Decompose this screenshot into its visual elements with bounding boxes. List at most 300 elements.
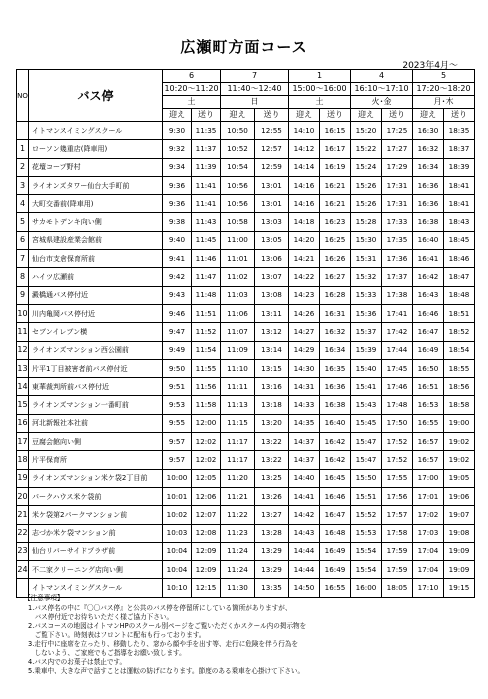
stop-name: 豆腐会館向い側 (29, 433, 163, 451)
time-cell: 11:03 (221, 286, 255, 304)
course-day: 土 (289, 96, 351, 109)
stop-number: 11 (17, 323, 29, 341)
time-cell: 14:40 (289, 469, 320, 487)
time-cell: 18:58 (444, 396, 475, 414)
stop-name: 片平保育所 (29, 451, 163, 469)
time-cell: 18:47 (444, 268, 475, 286)
time-cell: 17:55 (382, 469, 413, 487)
stop-number: 14 (17, 378, 29, 396)
time-cell: 16:48 (320, 524, 351, 542)
time-cell: 17:59 (382, 561, 413, 579)
time-cell: 14:16 (289, 195, 320, 213)
time-cell: 13:25 (255, 469, 289, 487)
time-cell: 17:52 (382, 451, 413, 469)
time-cell: 9:32 (163, 140, 192, 158)
time-cell: 16:36 (320, 378, 351, 396)
course-number: 1 (289, 70, 351, 83)
time-cell: 9:55 (163, 414, 192, 432)
table-row (17, 268, 475, 286)
time-cell: 11:21 (221, 487, 255, 505)
time-cell: 14:37 (289, 451, 320, 469)
time-cell: 11:06 (221, 304, 255, 322)
time-cell: 15:47 (351, 451, 382, 469)
time-cell: 16:55 (413, 414, 444, 432)
dropoff-header: 送り (192, 109, 221, 122)
stop-number: 15 (17, 396, 29, 414)
time-cell: 13:11 (255, 304, 289, 322)
time-cell: 19:09 (444, 561, 475, 579)
time-cell: 9:34 (163, 158, 192, 176)
time-cell: 16:40 (413, 231, 444, 249)
time-cell: 15:24 (351, 158, 382, 176)
time-cell: 17:01 (413, 487, 444, 505)
time-cell: 9:41 (163, 250, 192, 268)
time-cell: 16:36 (413, 176, 444, 194)
stop-number: 18 (17, 451, 29, 469)
time-cell: 10:50 (221, 122, 255, 140)
time-cell: 12:55 (255, 122, 289, 140)
time-cell: 14:29 (289, 341, 320, 359)
time-cell: 15:30 (351, 231, 382, 249)
stop-number: 19 (17, 469, 29, 487)
time-cell: 17:29 (382, 158, 413, 176)
time-cell: 11:37 (192, 140, 221, 158)
time-cell: 17:31 (382, 176, 413, 194)
table-row (17, 323, 475, 341)
time-cell: 14:43 (289, 524, 320, 542)
bus-stop-header: バス停 (29, 70, 163, 122)
time-cell: 16:51 (413, 378, 444, 396)
time-cell: 13:15 (255, 359, 289, 377)
table-row (17, 561, 475, 579)
stop-name: 川内亀岡バス停付近 (29, 304, 163, 322)
time-cell: 18:35 (444, 122, 475, 140)
table-row (17, 433, 475, 451)
course-time-range: 11:40～12:40 (221, 83, 289, 96)
time-cell: 15:53 (351, 524, 382, 542)
stop-name: 大町交番前(降車用) (29, 195, 163, 213)
time-cell: 14:26 (289, 304, 320, 322)
course-day: 土 (163, 96, 221, 109)
time-cell: 14:23 (289, 286, 320, 304)
time-cell: 19:06 (444, 487, 475, 505)
time-cell: 16:36 (413, 195, 444, 213)
note-item: 2.バスコースの地図はイトマンHPのスクール別ページをご覧いただくかスクール内の掲示物を (28, 622, 307, 630)
time-cell: 16:41 (413, 250, 444, 268)
dropoff-header: 送り (320, 109, 351, 122)
time-cell: 11:17 (221, 451, 255, 469)
time-cell: 13:01 (255, 176, 289, 194)
time-cell: 9:36 (163, 195, 192, 213)
time-cell: 14:16 (289, 176, 320, 194)
pickup-header: 迎え (221, 109, 255, 122)
no-header: NO (17, 70, 29, 122)
time-cell: 11:52 (192, 323, 221, 341)
course-day: 日 (221, 96, 289, 109)
time-cell: 12:06 (192, 487, 221, 505)
time-cell: 16:49 (413, 341, 444, 359)
course-day: 火･金 (351, 96, 413, 109)
time-cell: 17:27 (382, 140, 413, 158)
time-cell: 16:38 (413, 213, 444, 231)
time-cell: 9:46 (163, 304, 192, 322)
note-item: 4.バス内でのお菓子は禁止です。 (28, 658, 127, 666)
stop-number: 3 (17, 176, 29, 194)
time-cell: 16:34 (320, 341, 351, 359)
time-cell: 15:32 (351, 268, 382, 286)
time-cell: 12:02 (192, 451, 221, 469)
course-number: 5 (413, 70, 475, 83)
time-cell: 14:18 (289, 213, 320, 231)
time-cell: 10:04 (163, 542, 192, 560)
time-cell: 13:22 (255, 433, 289, 451)
time-cell: 14:33 (289, 396, 320, 414)
time-cell: 17:10 (413, 579, 444, 597)
time-cell: 19:02 (444, 451, 475, 469)
table-row (17, 359, 475, 377)
time-cell: 11:11 (221, 378, 255, 396)
time-cell: 16:28 (320, 286, 351, 304)
time-cell: 16:15 (320, 122, 351, 140)
table-row (17, 158, 475, 176)
notes-list (24, 604, 464, 676)
time-cell: 10:02 (163, 506, 192, 524)
stop-number: 9 (17, 286, 29, 304)
time-cell: 14:10 (289, 122, 320, 140)
time-cell: 11:39 (192, 158, 221, 176)
time-cell: 16:27 (320, 268, 351, 286)
time-cell: 9:51 (163, 378, 192, 396)
time-cell: 11:24 (221, 542, 255, 560)
time-cell: 11:51 (192, 304, 221, 322)
time-cell: 16:47 (413, 323, 444, 341)
stop-number: 21 (17, 506, 29, 524)
time-cell: 11:23 (221, 524, 255, 542)
time-cell: 16:57 (413, 451, 444, 469)
time-cell: 11:07 (221, 323, 255, 341)
time-cell: 17:25 (382, 122, 413, 140)
time-cell: 10:10 (163, 579, 192, 597)
time-cell: 13:14 (255, 341, 289, 359)
time-cell: 14:41 (289, 487, 320, 505)
time-cell: 18:37 (444, 140, 475, 158)
time-cell: 17:59 (382, 542, 413, 560)
stop-number (17, 122, 29, 140)
stop-name: イトマンスイミングスクール (29, 579, 163, 597)
time-cell: 13:08 (255, 286, 289, 304)
time-cell: 13:12 (255, 323, 289, 341)
time-cell: 11:56 (192, 378, 221, 396)
time-cell: 18:45 (444, 231, 475, 249)
time-cell: 15:36 (351, 304, 382, 322)
table-row (17, 195, 475, 213)
time-cell: 18:41 (444, 176, 475, 194)
time-cell: 16:17 (320, 140, 351, 158)
stop-number: 1 (17, 140, 29, 158)
stop-number: 23 (17, 542, 29, 560)
time-cell: 15:26 (351, 176, 382, 194)
table-row (17, 122, 475, 140)
time-cell: 16:00 (351, 579, 382, 597)
stop-name: 宮城県建設産業会館前 (29, 231, 163, 249)
course-time-range: 15:00～16:00 (289, 83, 351, 96)
time-cell: 18:43 (444, 213, 475, 231)
time-cell: 19:02 (444, 433, 475, 451)
time-cell: 14:44 (289, 561, 320, 579)
stop-number: 13 (17, 359, 29, 377)
time-cell: 16:42 (413, 268, 444, 286)
page-title: 広瀬町方面コース (180, 38, 308, 56)
time-cell: 16:42 (320, 433, 351, 451)
time-cell: 16:26 (320, 250, 351, 268)
stop-name: サカモトデンキ向い側 (29, 213, 163, 231)
time-cell: 11:41 (192, 176, 221, 194)
time-cell: 11:00 (221, 231, 255, 249)
table-row (17, 213, 475, 231)
time-cell: 11:13 (221, 396, 255, 414)
time-cell: 15:54 (351, 561, 382, 579)
stop-name: 志づか米ケ袋マンション前 (29, 524, 163, 542)
time-cell: 15:22 (351, 140, 382, 158)
time-cell: 14:27 (289, 323, 320, 341)
table-row (17, 506, 475, 524)
time-cell: 18:39 (444, 158, 475, 176)
time-cell: 17:04 (413, 542, 444, 560)
time-cell: 10:04 (163, 561, 192, 579)
time-cell: 11:10 (221, 359, 255, 377)
time-cell: 16:31 (320, 304, 351, 322)
time-cell: 13:27 (255, 506, 289, 524)
time-cell: 10:56 (221, 195, 255, 213)
time-cell: 17:04 (413, 561, 444, 579)
table-row (17, 378, 475, 396)
time-cell: 16:30 (413, 122, 444, 140)
stop-name: パークハウス米ケ袋前 (29, 487, 163, 505)
time-cell: 16:45 (320, 469, 351, 487)
time-cell: 15:39 (351, 341, 382, 359)
time-cell: 15:52 (351, 506, 382, 524)
time-cell: 16:57 (413, 433, 444, 451)
stop-number: 17 (17, 433, 29, 451)
time-cell: 18:56 (444, 378, 475, 396)
note-item: 5.乗車中、大きな声で話すことは運転の妨げになります。節度のある乗車を心掛けて下さい。 (28, 667, 305, 675)
table-row (17, 414, 475, 432)
time-cell: 14:42 (289, 506, 320, 524)
table-row (17, 524, 475, 542)
time-cell: 13:26 (255, 487, 289, 505)
stop-name: ライオンズマンション一番町前 (29, 396, 163, 414)
time-cell: 9:42 (163, 268, 192, 286)
note-item: ご覧下さい。時刻表はフロントに配布も行っております。 (28, 631, 206, 639)
time-cell: 15:31 (351, 250, 382, 268)
time-cell: 18:54 (444, 341, 475, 359)
time-cell: 11:48 (192, 286, 221, 304)
time-cell: 17:57 (382, 506, 413, 524)
stop-name: セブンイレブン横 (29, 323, 163, 341)
timetable-header (17, 70, 475, 122)
time-cell: 11:15 (221, 414, 255, 432)
timetable-body (17, 122, 475, 598)
time-cell: 12:59 (255, 158, 289, 176)
time-cell: 13:06 (255, 250, 289, 268)
time-cell: 12:15 (192, 579, 221, 597)
time-cell: 17:37 (382, 268, 413, 286)
table-row (17, 341, 475, 359)
time-cell: 15:37 (351, 323, 382, 341)
time-cell: 15:40 (351, 359, 382, 377)
table-row (17, 469, 475, 487)
table-row (17, 250, 475, 268)
time-cell: 13:35 (255, 579, 289, 597)
time-cell: 18:55 (444, 359, 475, 377)
time-cell: 17:45 (382, 359, 413, 377)
time-cell: 13:29 (255, 561, 289, 579)
stop-name: 東華裁判所前バス停付近 (29, 378, 163, 396)
time-cell: 11:58 (192, 396, 221, 414)
effective-date: 2023年4月～ (402, 61, 458, 71)
stop-name: 澱橋通バス停付近 (29, 286, 163, 304)
time-cell: 17:38 (382, 286, 413, 304)
time-cell: 14:31 (289, 378, 320, 396)
time-cell: 12:57 (255, 140, 289, 158)
time-cell: 16:49 (320, 542, 351, 560)
time-cell: 14:37 (289, 433, 320, 451)
time-cell: 17:36 (382, 250, 413, 268)
time-cell: 19:08 (444, 524, 475, 542)
time-cell: 14:50 (289, 579, 320, 597)
time-cell: 16:34 (413, 158, 444, 176)
time-cell: 13:29 (255, 542, 289, 560)
time-cell: 17:56 (382, 487, 413, 505)
time-cell: 19:07 (444, 506, 475, 524)
time-cell: 11:41 (192, 195, 221, 213)
time-cell: 19:05 (444, 469, 475, 487)
stop-name: ライオンズマンション米ケ袋2丁目前 (29, 469, 163, 487)
stop-name: イトマンスイミングスクール (29, 122, 163, 140)
dropoff-header: 送り (255, 109, 289, 122)
time-cell: 17:00 (413, 469, 444, 487)
time-cell: 17:44 (382, 341, 413, 359)
note-item: 1.バス停名の中に『〇〇バス停』と公共のバス停を停留所にしている箇所がありますが、 (28, 604, 292, 612)
time-cell: 17:48 (382, 396, 413, 414)
time-cell: 18:41 (444, 195, 475, 213)
time-cell: 12:05 (192, 469, 221, 487)
time-cell: 10:56 (221, 176, 255, 194)
time-cell: 13:05 (255, 231, 289, 249)
table-row (17, 140, 475, 158)
table-row (17, 286, 475, 304)
time-cell: 12:07 (192, 506, 221, 524)
time-cell: 19:09 (444, 542, 475, 560)
time-cell: 13:18 (255, 396, 289, 414)
time-cell: 10:00 (163, 469, 192, 487)
stop-name: ライオンズマンション西公園前 (29, 341, 163, 359)
stop-name: 片平1丁目被害者前バス停付近 (29, 359, 163, 377)
time-cell: 18:46 (444, 250, 475, 268)
time-cell: 11:20 (221, 469, 255, 487)
table-row (17, 231, 475, 249)
stop-name: ハイツ広瀬前 (29, 268, 163, 286)
time-cell: 19:15 (444, 579, 475, 597)
time-cell: 16:50 (413, 359, 444, 377)
time-cell: 15:28 (351, 213, 382, 231)
course-number: 6 (163, 70, 221, 83)
time-cell: 16:53 (413, 396, 444, 414)
stop-name: 不二家クリーニング店向い側 (29, 561, 163, 579)
stop-name: 米ケ袋第2パークマンション前 (29, 506, 163, 524)
stop-number: 22 (17, 524, 29, 542)
time-cell: 13:22 (255, 451, 289, 469)
time-cell: 15:47 (351, 433, 382, 451)
stop-number: 16 (17, 414, 29, 432)
time-cell: 19:00 (444, 414, 475, 432)
time-cell: 11:02 (221, 268, 255, 286)
time-cell: 10:54 (221, 158, 255, 176)
time-cell: 11:55 (192, 359, 221, 377)
time-cell: 17:50 (382, 414, 413, 432)
stop-number: 5 (17, 213, 29, 231)
dropoff-header: 送り (382, 109, 413, 122)
time-cell: 17:41 (382, 304, 413, 322)
time-cell: 17:52 (382, 433, 413, 451)
time-cell: 11:47 (192, 268, 221, 286)
time-cell: 16:38 (320, 396, 351, 414)
time-cell: 15:26 (351, 195, 382, 213)
stop-number: 10 (17, 304, 29, 322)
pickup-header: 迎え (289, 109, 320, 122)
time-cell: 14:44 (289, 542, 320, 560)
time-cell: 9:47 (163, 323, 192, 341)
time-cell: 18:48 (444, 286, 475, 304)
note-item: バス停付近でお待ちいただく様ご協力下さい。 (28, 613, 174, 621)
time-cell: 15:20 (351, 122, 382, 140)
time-cell: 12:02 (192, 433, 221, 451)
time-cell: 11:35 (192, 122, 221, 140)
stop-name: 仙台市支倉保育所前 (29, 250, 163, 268)
time-cell: 14:20 (289, 231, 320, 249)
time-cell: 15:41 (351, 378, 382, 396)
time-cell: 18:51 (444, 304, 475, 322)
stop-name: 仙台リバーサイドプラザ前 (29, 542, 163, 560)
time-cell: 16:21 (320, 176, 351, 194)
time-cell: 12:09 (192, 542, 221, 560)
stop-number: 6 (17, 231, 29, 249)
time-cell: 10:58 (221, 213, 255, 231)
time-cell: 17:42 (382, 323, 413, 341)
time-cell: 13:01 (255, 195, 289, 213)
time-cell: 16:46 (320, 487, 351, 505)
time-cell: 16:25 (320, 231, 351, 249)
time-cell: 13:03 (255, 213, 289, 231)
time-cell: 16:21 (320, 195, 351, 213)
time-cell: 16:35 (320, 359, 351, 377)
time-cell: 11:01 (221, 250, 255, 268)
notes-section (24, 594, 464, 676)
time-cell: 9:36 (163, 176, 192, 194)
time-cell: 14:21 (289, 250, 320, 268)
time-cell: 16:55 (320, 579, 351, 597)
timetable (16, 69, 475, 598)
time-cell: 15:51 (351, 487, 382, 505)
time-cell: 17:46 (382, 378, 413, 396)
time-cell: 10:01 (163, 487, 192, 505)
time-cell: 16:46 (413, 304, 444, 322)
course-time-range: 10:20～11:20 (163, 83, 221, 96)
time-cell: 11:24 (221, 561, 255, 579)
time-cell: 11:54 (192, 341, 221, 359)
time-cell: 9:40 (163, 231, 192, 249)
time-cell: 15:50 (351, 469, 382, 487)
